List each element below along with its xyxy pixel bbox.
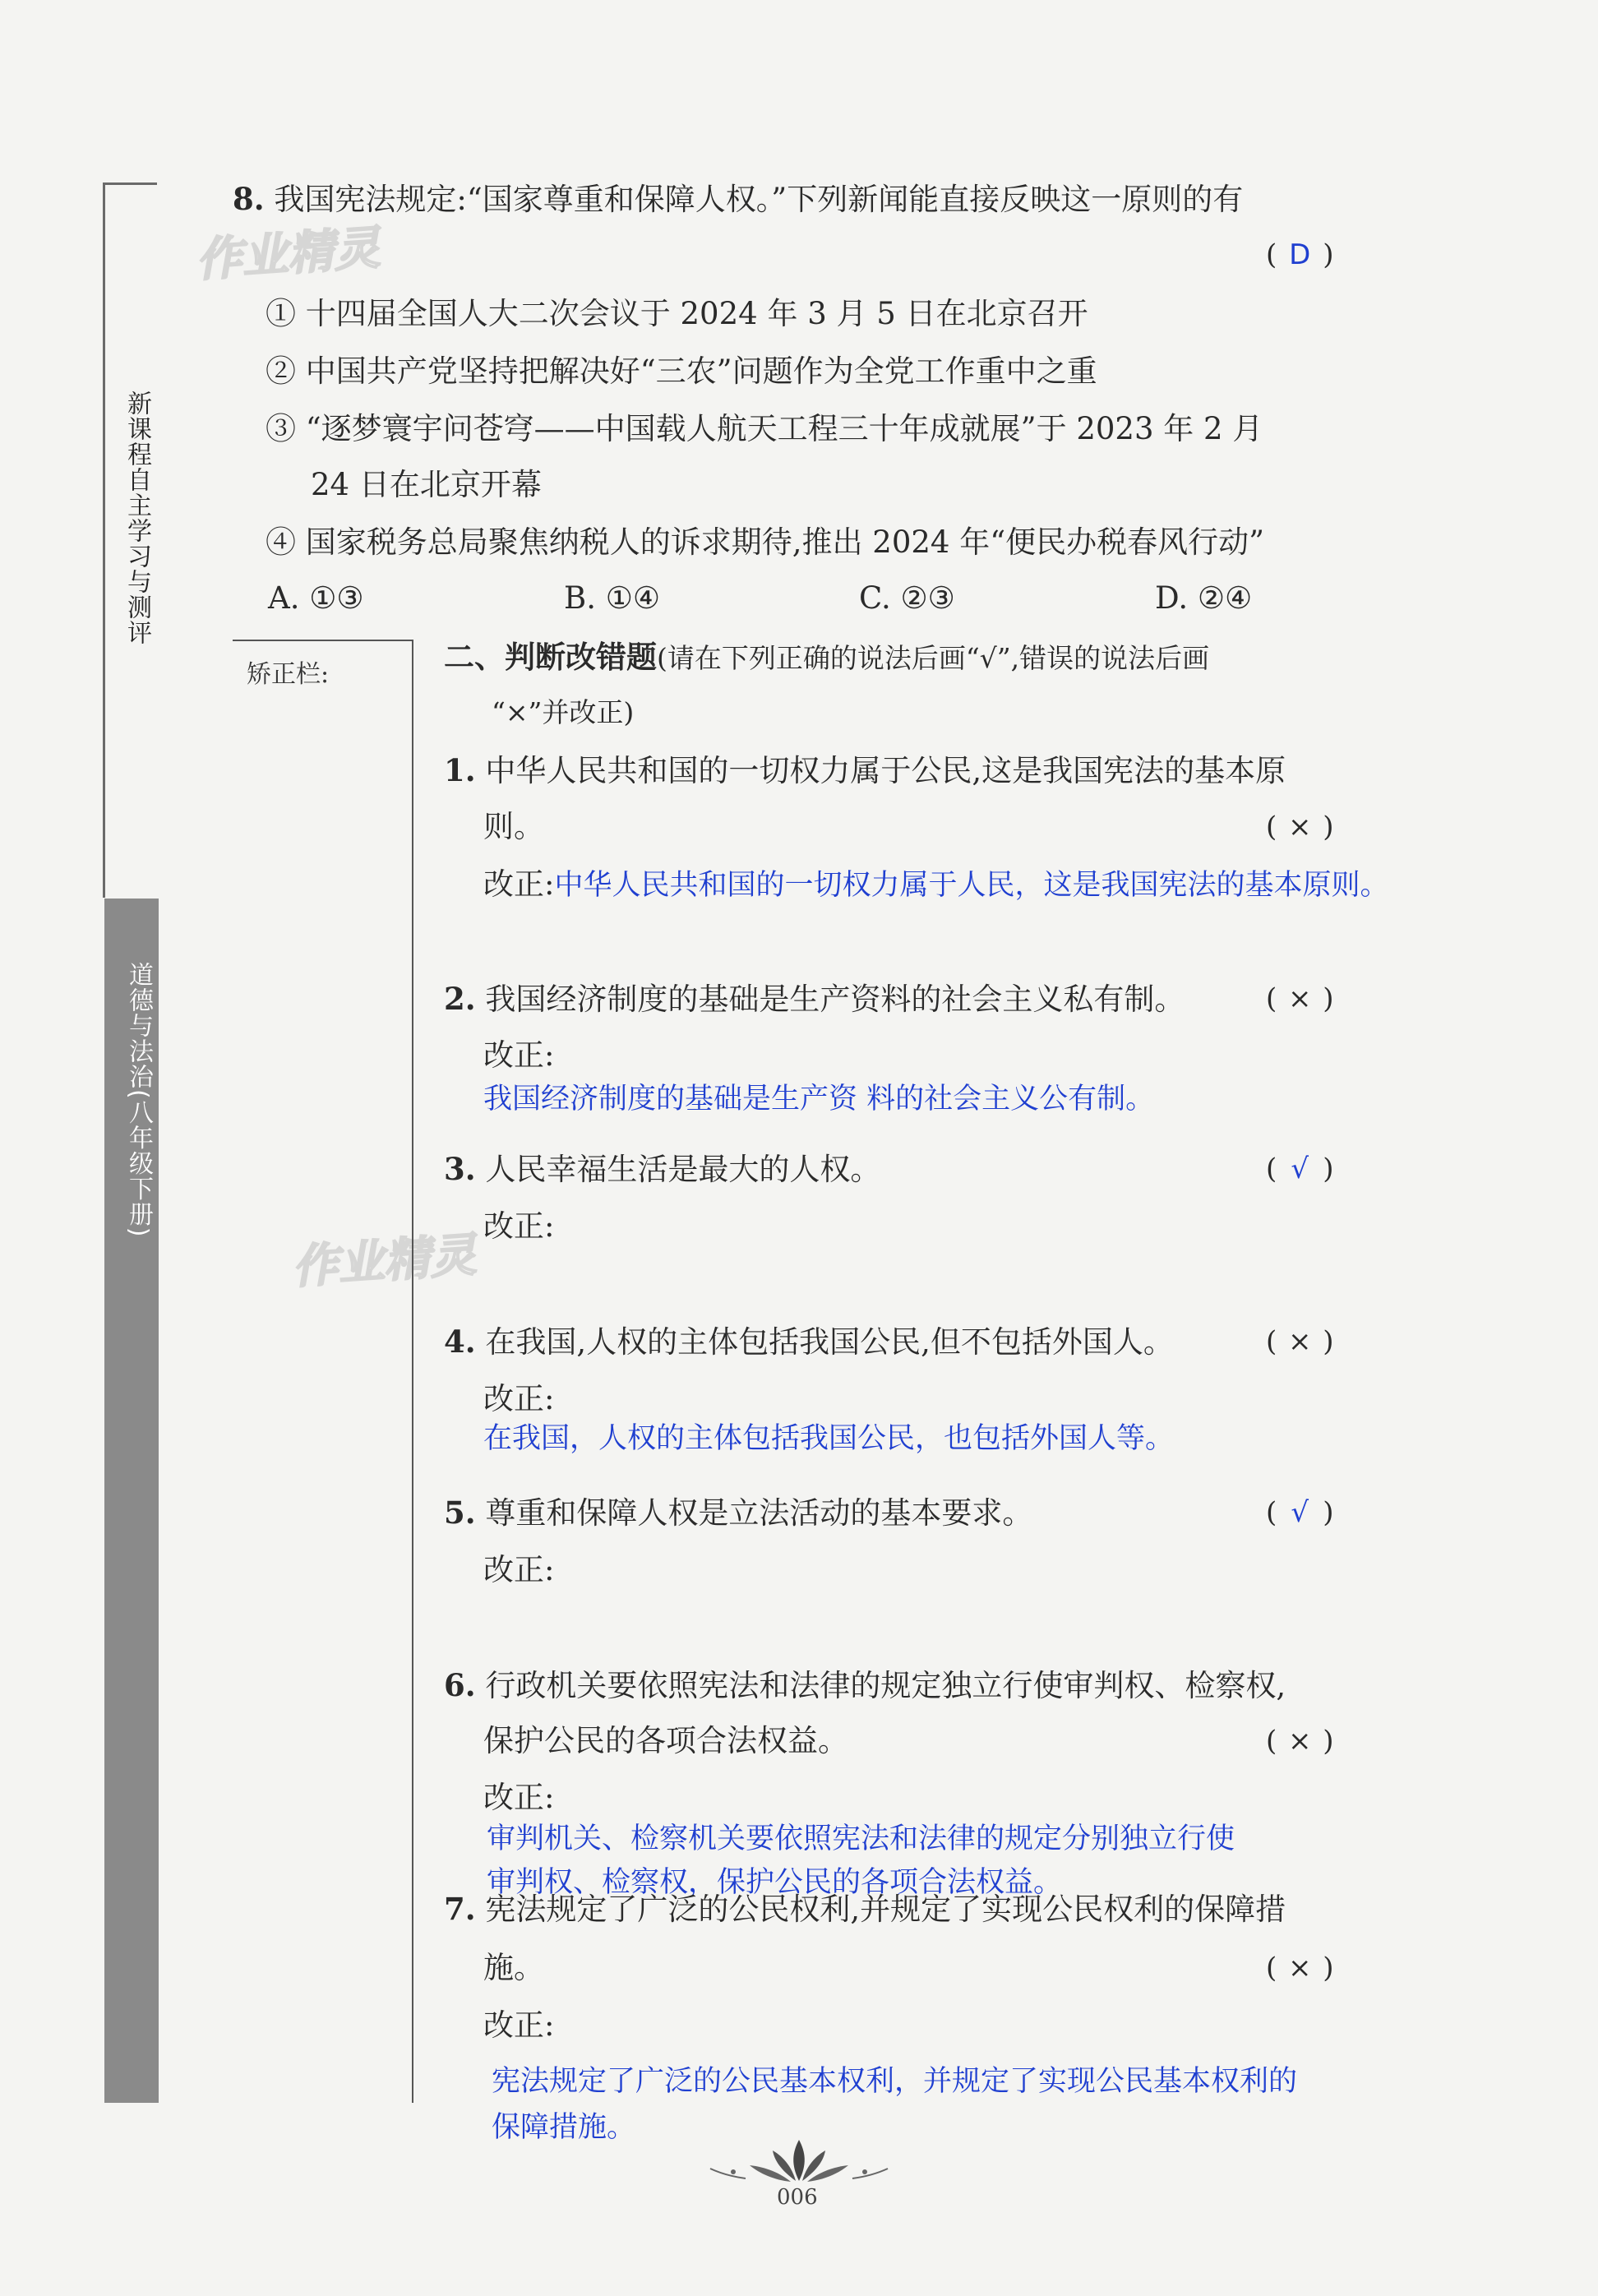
item-6-line1 xyxy=(444,1667,1286,1704)
q8-number: 8. xyxy=(233,181,265,217)
q8-choice-d: D. ②④ xyxy=(1155,580,1253,616)
item-4-text: 在我国,人权的主体包括我国公民,但不包括外国人。 xyxy=(485,1324,1174,1360)
q8-choice-b: B. ①④ xyxy=(564,580,661,616)
item-6-text: 行政机关要依照宪法和法律的规定独立行使审判权、检察权, xyxy=(485,1668,1286,1703)
item-6-line2: 保护公民的各项合法权益。 xyxy=(483,1723,848,1758)
q8-option-3: ③ “逐梦寰宇问苍穹——中国载人航天工程三十年成就展”于 2023 年 2 月 xyxy=(266,411,1263,446)
item-1-fix-text: 中华人民共和国的一切权力属于人民，这是我国宪法的基本原则。 xyxy=(554,869,1389,902)
item-4-mark-paren: ( × ) xyxy=(1266,1325,1334,1358)
item-5-line1 xyxy=(444,1494,1032,1531)
q8-option-2: ② 中国共产党坚持把解决好“三农”问题作为全党工作重中之重 xyxy=(266,353,1097,389)
item-1-mark: × xyxy=(1288,811,1312,843)
item-2-fix-label: 改正: xyxy=(483,1037,555,1073)
item-1-number: 1. xyxy=(444,752,476,788)
item-5-mark-paren: ( √ ) xyxy=(1266,1496,1334,1529)
item-5-mark: √ xyxy=(1291,1496,1309,1529)
item-3-line1 xyxy=(444,1151,880,1188)
sidebar-bottom-label: 道德与法治(八年级下册) xyxy=(124,962,153,1238)
item-2-mark: × xyxy=(1288,982,1312,1015)
item-7-mark-paren: ( × ) xyxy=(1266,1952,1334,1984)
item-2-text: 我国经济制度的基础是生产资料的社会主义私有制。 xyxy=(485,982,1185,1017)
sidebar-top-label: 新课程自主学习与测评 xyxy=(122,390,151,645)
item-3-text: 人民幸福生活是最大的人权。 xyxy=(485,1152,881,1187)
item-7-line2: 施。 xyxy=(483,1950,544,1985)
q8-stem-text: 我国宪法规定:“国家尊重和保障人权。”下列新闻能直接反映这一原则的有 xyxy=(274,182,1244,217)
q8-option-4: ④ 国家税务总局聚焦纳税人的诉求期待,推出 2024 年“便民办税春风行动” xyxy=(266,524,1265,560)
item-4-mark: × xyxy=(1288,1325,1312,1358)
item-4-fix-text: 在我国，人权的主体包括我国公民，也包括外国人等。 xyxy=(483,1422,1175,1455)
item-5-text: 尊重和保障人权是立法活动的基本要求。 xyxy=(485,1495,1033,1531)
item-6-fix-label: 改正: xyxy=(483,1780,555,1815)
q8-option-3-cont: 24 日在北京开幕 xyxy=(311,467,542,502)
q8-stem xyxy=(233,181,1243,218)
item-7-text: 宪法规定了广泛的公民权利,并规定了实现公民权利的保障措 xyxy=(485,1892,1286,1927)
item-5-fix-label: 改正: xyxy=(483,1552,555,1587)
item-7-fix-line1: 宪法规定了广泛的公民基本权利，并规定了实现公民基本权利的 xyxy=(492,2065,1298,2098)
item-7-number: 7. xyxy=(444,1891,476,1927)
item-3-mark: √ xyxy=(1291,1153,1309,1185)
item-4-number: 4. xyxy=(444,1324,476,1360)
item-2-number: 2. xyxy=(444,981,476,1017)
item-1-mark-paren: ( × ) xyxy=(1266,811,1334,843)
section2-title: 二、判断改错题 xyxy=(444,640,657,675)
section2-heading xyxy=(444,640,1209,677)
q8-option-1: ① 十四届全国人大二次会议于 2024 年 3 月 5 日在北京召开 xyxy=(266,296,1088,331)
item-7-line1 xyxy=(444,1891,1286,1928)
item-7-fix-line2: 保障措施。 xyxy=(492,2111,636,2144)
item-2-line1 xyxy=(444,981,1185,1018)
watermark-middle: 作业精灵 xyxy=(290,1228,478,1295)
item-6-mark: × xyxy=(1288,1725,1312,1758)
item-1-line2: 则。 xyxy=(483,809,544,844)
section2-instruction-2: “×”并改正) xyxy=(492,696,635,728)
q8-answer-paren: ( D ) xyxy=(1266,238,1334,271)
item-6-fix-line2: 审判权、检察权，保护公民的各项合法权益。 xyxy=(487,1866,1063,1899)
item-3-mark-paren: ( √ ) xyxy=(1266,1153,1334,1185)
item-7-fix-label: 改正: xyxy=(483,2007,555,2043)
leaf-ornament-icon xyxy=(709,2136,889,2185)
section2-instruction-1: (请在下列正确的说法后画“√”,错误的说法后画 xyxy=(657,642,1210,674)
item-1-line1 xyxy=(444,752,1286,789)
correction-label: 矫正栏: xyxy=(247,660,330,689)
page-number: 006 xyxy=(777,2185,818,2210)
item-4-fix-label: 改正: xyxy=(483,1381,555,1416)
item-2-mark-paren: ( × ) xyxy=(1266,982,1334,1015)
item-6-number: 6. xyxy=(444,1667,476,1703)
item-1-text: 中华人民共和国的一切权力属于公民,这是我国宪法的基本原 xyxy=(485,753,1286,788)
q8-choice-a: A. ①③ xyxy=(268,580,364,616)
item-3-number: 3. xyxy=(444,1151,476,1187)
item-4-line1 xyxy=(444,1324,1174,1361)
item-3-fix-label: 改正: xyxy=(483,1208,555,1244)
item-2-fix-text: 我国经济制度的基础是生产资 料的社会主义公有制。 xyxy=(483,1083,1155,1116)
watermark-top: 作业精灵 xyxy=(194,221,382,288)
item-6-mark-paren: ( × ) xyxy=(1266,1725,1334,1758)
item-1-fix-label: 改正: xyxy=(483,866,555,902)
correction-column xyxy=(233,640,413,2103)
item-5-number: 5. xyxy=(444,1494,476,1531)
item-1-fix-row xyxy=(483,866,1388,903)
item-6-fix-line1: 审判机关、检察机关要依照宪法和法律的规定分别独立行使 xyxy=(487,1822,1235,1855)
item-7-mark: × xyxy=(1288,1952,1312,1984)
q8-choice-c: C. ②③ xyxy=(859,580,955,616)
q8-answer: D xyxy=(1289,238,1311,271)
